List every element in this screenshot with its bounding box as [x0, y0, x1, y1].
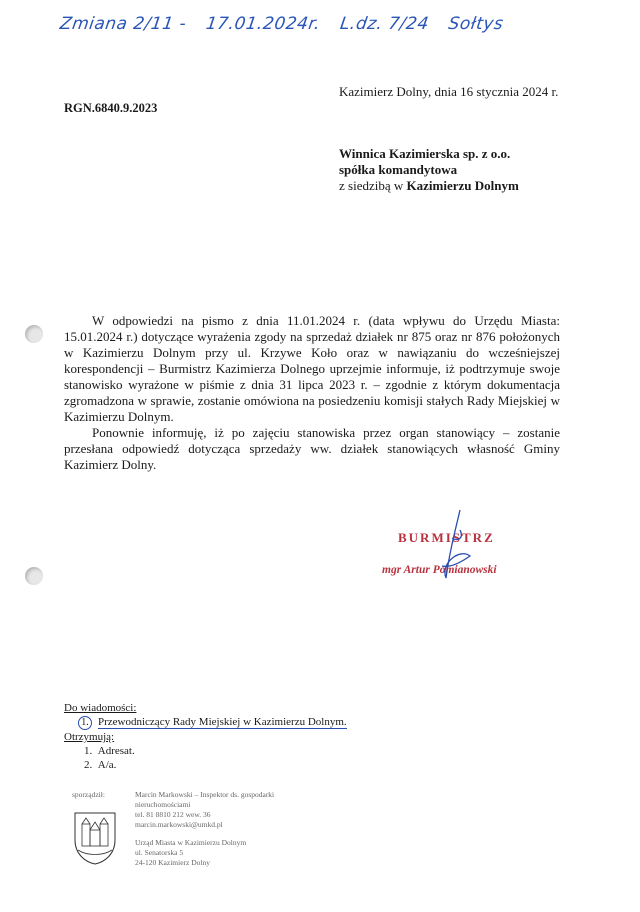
author-email: marcin.markowski@umkd.pl	[135, 820, 223, 829]
note-part: Sołtys	[447, 14, 505, 34]
for-info-label: Do wiadomości:	[64, 702, 137, 714]
recipients-label: Otrzymują:	[64, 731, 115, 743]
recipient-num: 2.	[84, 759, 93, 771]
recipient-item	[84, 758, 347, 772]
addressee-prefix: z siedzibą w	[339, 178, 407, 193]
note-part: L.dz. 7/24	[338, 14, 431, 34]
body-paragraph: Ponownie informuję, iż po zajęciu stanowiska przez organ stanowiący – zostanie przesłana odpowiedź dotycząca sprzedaży ww. działek stanowiących własność Gminy Kazimierz Dolny.	[64, 425, 560, 472]
coat-of-arms-icon	[72, 810, 118, 866]
stamp-name: mgr Artur Pomianowski	[382, 564, 497, 576]
prepared-label: sporządził:	[72, 790, 105, 799]
author-line: nieruchomościami	[135, 800, 191, 809]
mayor-stamp	[360, 508, 530, 598]
handwritten-signature-icon	[430, 508, 480, 588]
letter-body	[64, 313, 560, 473]
office-line: Urząd Miasta w Kazimierzu Dolnym	[135, 838, 247, 847]
addressee-block	[339, 146, 519, 194]
recipient-text: Adresat.	[97, 745, 135, 757]
body-paragraph: W odpowiedzi na pismo z dnia 11.01.2024 r. (data wpływu do Urzędu Miasta: 15.01.2024 r.) dotyczące wyrażenia zgody na sprzedaż działek nr 875 oraz nr 876 położonych w Kazimierzu Dolnym przy ul. Krzywe Koło oraz w nawiązaniu do wcześniejszej korespondencji – Burmistrz Kazimierza Dolnego uprzejmie informuje, iż podtrzymuje swoje stanowisko wyrażone w piśmie z dnia 31 lipca 2023 r. – zgodnie z którym dokumentacja zgromadzona w sprawie, zostanie omówiona na posiedzeniu komisji stałych Rady Miejskiej w Kazimierzu Dolnym.	[64, 313, 560, 424]
note-part: Zmiana 2/11 -	[58, 14, 188, 34]
recipient-num: 1.	[84, 745, 93, 757]
for-info-item	[78, 715, 347, 730]
office-line: 24-120 Kazimierz Dolny	[135, 858, 210, 867]
addressee-line	[339, 178, 519, 194]
handwritten-registration-note	[59, 14, 519, 34]
recipient-item	[84, 744, 347, 758]
punch-hole	[25, 325, 43, 343]
circled-number: 1.	[78, 716, 92, 730]
addressee-line: Winnica Kazimierska sp. z o.o.	[339, 146, 511, 161]
author-tel: tel. 81 8810 212 wew. 36	[135, 810, 211, 819]
recipient-text: A/a.	[97, 759, 117, 771]
office-line: ul. Senatorska 5	[135, 848, 184, 857]
place-date: Kazimierz Dolny, dnia 16 stycznia 2024 r.	[339, 84, 559, 99]
punch-hole	[25, 567, 43, 585]
addressee-city: Kazimierzu Dolnym	[406, 178, 519, 193]
note-part: 17.01.2024r.	[204, 14, 322, 34]
author-line: Marcin Markowski – Inspektor ds. gospodarki	[135, 790, 275, 799]
office-block	[135, 838, 246, 868]
addressee-line: spółka komandytowa	[339, 162, 458, 177]
distribution-block	[64, 701, 347, 772]
stamp-title: BURMISTRZ	[398, 530, 495, 545]
case-signature: RGN.6840.9.2023	[64, 101, 158, 115]
author-block	[135, 790, 274, 830]
for-info-text: Przewodniczący Rady Miejskiej w Kazimierzu Dolnym.	[98, 716, 347, 728]
